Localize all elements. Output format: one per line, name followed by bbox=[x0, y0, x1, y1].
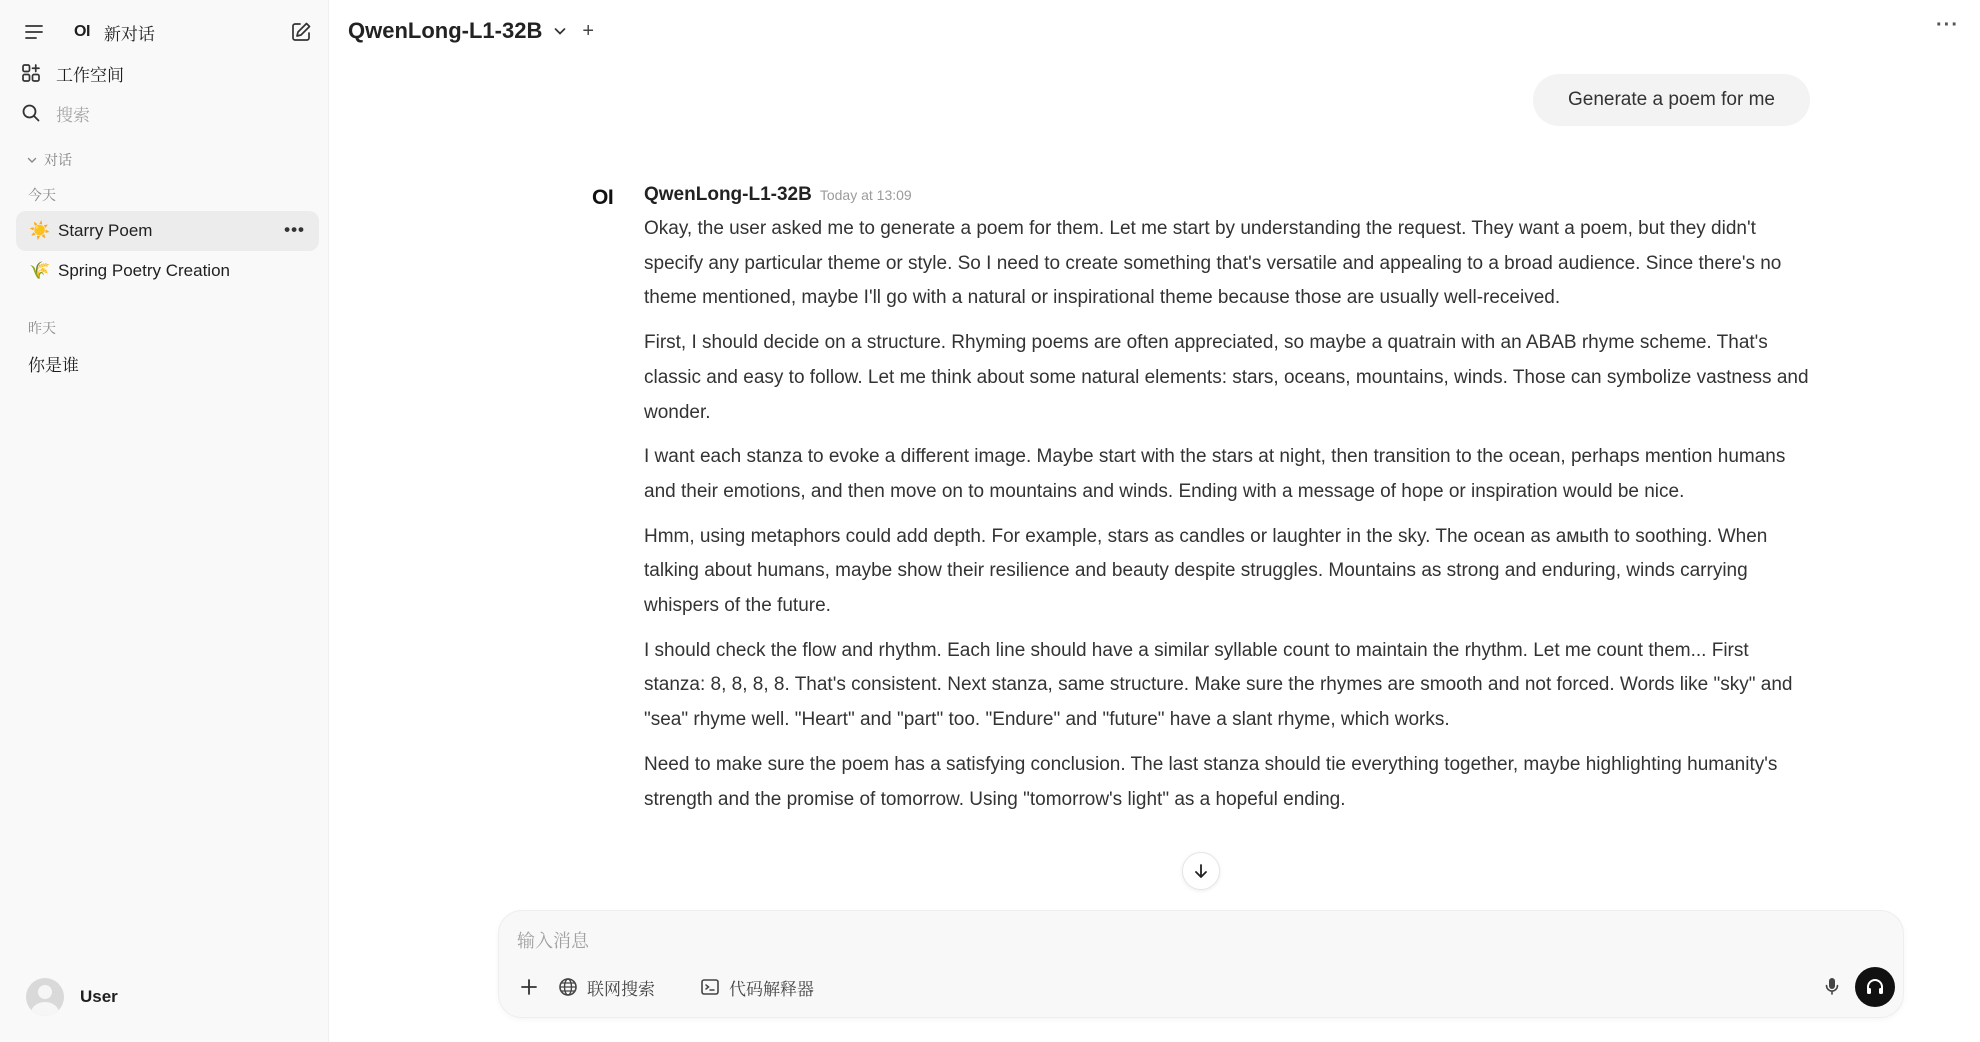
app-logo[interactable]: OI bbox=[74, 23, 90, 40]
chat-title: Spring Poetry Creation bbox=[58, 261, 230, 280]
microphone-icon[interactable] bbox=[1817, 971, 1847, 1001]
add-model-icon[interactable]: + bbox=[582, 19, 595, 42]
sun-emoji-icon: ☀️ bbox=[29, 221, 51, 240]
assistant-avatar: OI bbox=[592, 186, 614, 209]
chevron-down-icon bbox=[552, 23, 568, 39]
attach-plus-icon[interactable] bbox=[515, 973, 543, 1001]
new-chat-edit-icon[interactable] bbox=[287, 18, 315, 46]
user-profile[interactable] bbox=[26, 978, 118, 1016]
message-paragraph: Hmm, using metaphors could add depth. For example, stars as candles or laughter in the sky. The ocean as амыth to soothing. When talking about humans, maybe show their resilience and beauty despite struggles. Mountains as strong and enduring, winds carrying whispers of the future. bbox=[644, 525, 1768, 617]
sidebar-item-workspace[interactable] bbox=[20, 58, 124, 88]
message-timestamp: Today at 13:09 bbox=[819, 187, 912, 203]
code-interpreter-label: 代码解释器 bbox=[729, 979, 814, 999]
message-input[interactable] bbox=[517, 925, 1717, 957]
more-options-icon[interactable]: ··· bbox=[1936, 14, 1959, 36]
model-name: QwenLong-L1-32B bbox=[348, 18, 543, 43]
message-paragraph: Need to make sure the poem has a satisfying conclusion. The last stanza should tie everything together, maybe highlighting humanity's strength and the promise of tomorrow. Using "tomorrow's light" as a hopeful ending. bbox=[644, 753, 1778, 810]
web-search-toggle[interactable] bbox=[557, 973, 655, 1001]
search-placeholder[interactable]: 搜索 bbox=[56, 105, 90, 125]
chat-title: Starry Poem bbox=[58, 221, 153, 240]
workspace-label: 工作空间 bbox=[56, 65, 124, 85]
message-paragraph: First, I should decide on a structure. Rhyming poems are often appreciated, so maybe a quatrain with an ABAB rhyme scheme. That's classic and easy to follow. Let me think about some natural elements: stars, oceans, mountains, winds. Those can symbolize vastness and wonder. bbox=[644, 332, 1809, 423]
search-icon bbox=[20, 102, 42, 124]
message-composer bbox=[498, 910, 1904, 1018]
headphones-icon bbox=[1864, 976, 1886, 998]
globe-icon bbox=[557, 976, 579, 998]
sidebar-chat-who-are-you[interactable] bbox=[16, 343, 319, 383]
chat-options-icon[interactable]: ••• bbox=[284, 220, 305, 239]
sidebar-chat-starry-poem[interactable] bbox=[16, 211, 319, 251]
new-chat-label[interactable]: 新对话 bbox=[103, 24, 155, 44]
message-paragraph: I want each stanza to evoke a different image. Maybe start with the stars at night, then transition to the ocean, perhaps mention humans and their emotions, and then move on to mountains and winds. Ending with a message of hope or inspiration would be nice. bbox=[644, 446, 1786, 502]
workspace-grid-icon bbox=[20, 62, 42, 84]
chevron-down-icon bbox=[26, 154, 38, 166]
web-search-label: 联网搜索 bbox=[587, 979, 655, 999]
group-label-today: 今天 bbox=[28, 187, 56, 203]
sidebar bbox=[0, 0, 329, 1042]
sidebar-search[interactable] bbox=[20, 98, 90, 128]
sidebar-toggle-icon[interactable] bbox=[20, 18, 48, 46]
model-selector[interactable] bbox=[348, 18, 594, 44]
assistant-header bbox=[644, 184, 912, 206]
conversations-section-label: 对话 bbox=[44, 152, 72, 168]
arrow-down-icon bbox=[1192, 862, 1210, 880]
wheat-emoji-icon: 🌾 bbox=[29, 261, 51, 280]
scroll-to-bottom-button[interactable] bbox=[1182, 852, 1220, 890]
sidebar-chat-spring-poetry[interactable] bbox=[16, 251, 319, 291]
message-paragraph: Okay, the user asked me to generate a poem for them. Let me start by understanding the request. They want a poem, but they didn't specify any particular theme or style. So I need to create something that's versatile and appealing to a broad audience. Since there's no theme mentioned, maybe I'll go with a natural or inspirational theme because those are usually well-received. bbox=[644, 218, 1782, 309]
chat-title: 你是谁 bbox=[28, 355, 79, 375]
voice-mode-button[interactable] bbox=[1855, 967, 1895, 1007]
user-message-bubble: Generate a poem for me bbox=[1533, 74, 1810, 126]
message-paragraph: I should check the flow and rhythm. Each line should have a similar syllable count to maintain the rhythm. Let me count them... First stanza: 8, 8, 8, 8. That's consistent. Next stanza, same structure. Make sure the rhymes are smooth and not forced. Words like "sky" and "sea" rhyme well. "Heart" and "part" too. "Endure" and "future" have a slant rhyme, which works. bbox=[644, 639, 1793, 731]
sidebar-top-bar bbox=[20, 14, 315, 50]
terminal-icon bbox=[699, 976, 721, 998]
assistant-message bbox=[644, 212, 1814, 907]
user-name: User bbox=[80, 987, 118, 1006]
conversations-section-toggle[interactable] bbox=[26, 150, 72, 170]
code-interpreter-toggle[interactable] bbox=[699, 973, 814, 1001]
group-label-yesterday: 昨天 bbox=[28, 320, 56, 336]
avatar bbox=[26, 978, 64, 1016]
assistant-name: QwenLong-L1-32B bbox=[644, 184, 812, 205]
